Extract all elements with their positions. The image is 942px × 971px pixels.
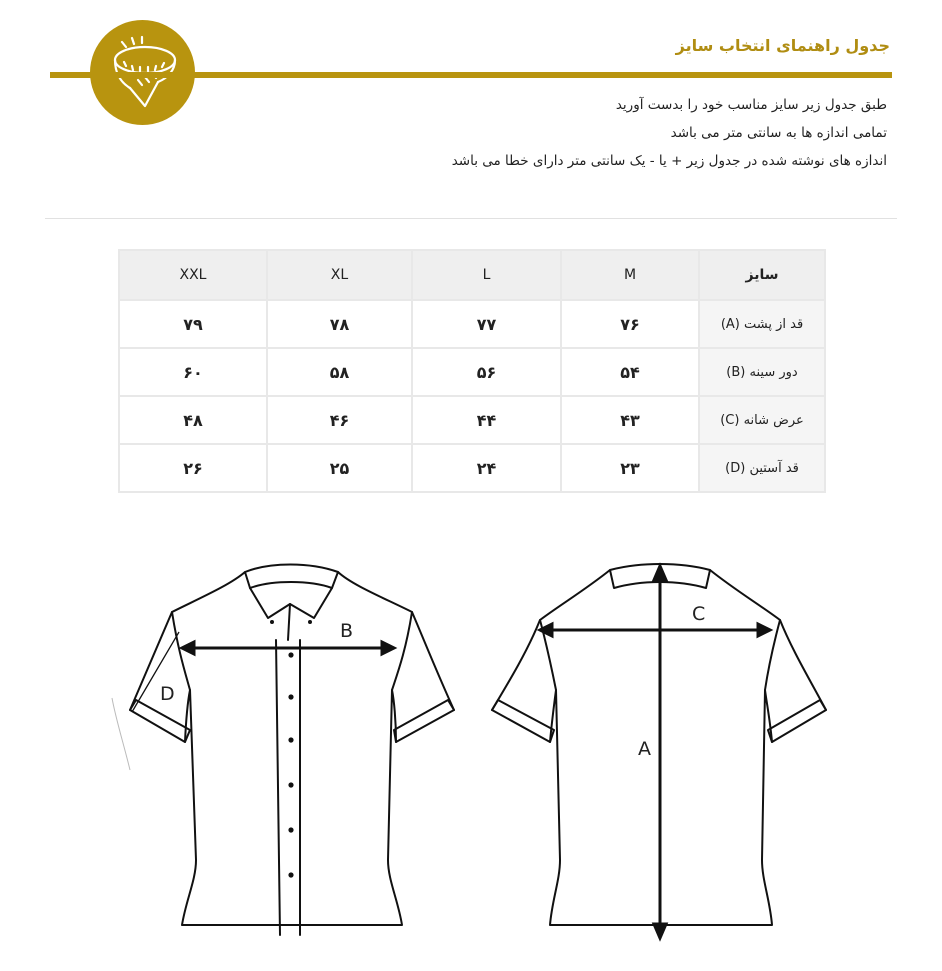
page-title: جدول راهنمای انتخاب سایز [675, 36, 890, 55]
table-row [119, 348, 825, 396]
note-line: اندازه های نوشته شده در جدول زیر + یا - یک سانتی متر دارای خطا می باشد [451, 153, 887, 169]
table-cell: ۶۰ [119, 348, 267, 396]
table-cell: ۷۶ [561, 300, 699, 348]
table-cell: ۴۶ [267, 396, 412, 444]
size-table [118, 249, 826, 493]
table-cell: ۴۸ [119, 396, 267, 444]
table-cell: ۲۶ [119, 444, 267, 492]
header-divider [50, 72, 892, 78]
shoulder-label: C [692, 603, 706, 625]
table-cell: ۴۴ [412, 396, 561, 444]
table-header-row [119, 250, 825, 300]
measurement-label: دور سینه (B) [699, 348, 825, 396]
table-row [119, 396, 825, 444]
measurement-label: قد از پشت (A) [699, 300, 825, 348]
table-cell: ۷۹ [119, 300, 267, 348]
table-cell: ۲۴ [412, 444, 561, 492]
table-row [119, 444, 825, 492]
note-line: طبق جدول زیر سایز مناسب خود را بدست آورید [615, 97, 887, 113]
sleeve-label: D [160, 683, 175, 705]
table-cell: ۲۳ [561, 444, 699, 492]
table-cell: ۷۷ [412, 300, 561, 348]
chest-label: B [340, 620, 354, 642]
table-cell: ۵۸ [267, 348, 412, 396]
table-cell: ۵۶ [412, 348, 561, 396]
shirt-front-diagram [0, 560, 942, 960]
table-cell: ۴۳ [561, 396, 699, 444]
measurement-label: عرض شانه (C) [699, 396, 825, 444]
table-cell: ۵۴ [561, 348, 699, 396]
table-corner-label: سایز [699, 250, 825, 300]
size-header: L [412, 250, 561, 300]
size-header: XL [267, 250, 412, 300]
table-cell: ۲۵ [267, 444, 412, 492]
measurement-label: قد آستین (D) [699, 444, 825, 492]
table-row [119, 300, 825, 348]
table-cell: ۷۸ [267, 300, 412, 348]
size-header: M [561, 250, 699, 300]
section-divider [45, 218, 897, 219]
size-notes [367, 94, 887, 178]
size-header: XXL [119, 250, 267, 300]
note-line: تمامی اندازه ها به سانتی متر می باشد [670, 125, 887, 141]
length-label: A [638, 738, 651, 760]
